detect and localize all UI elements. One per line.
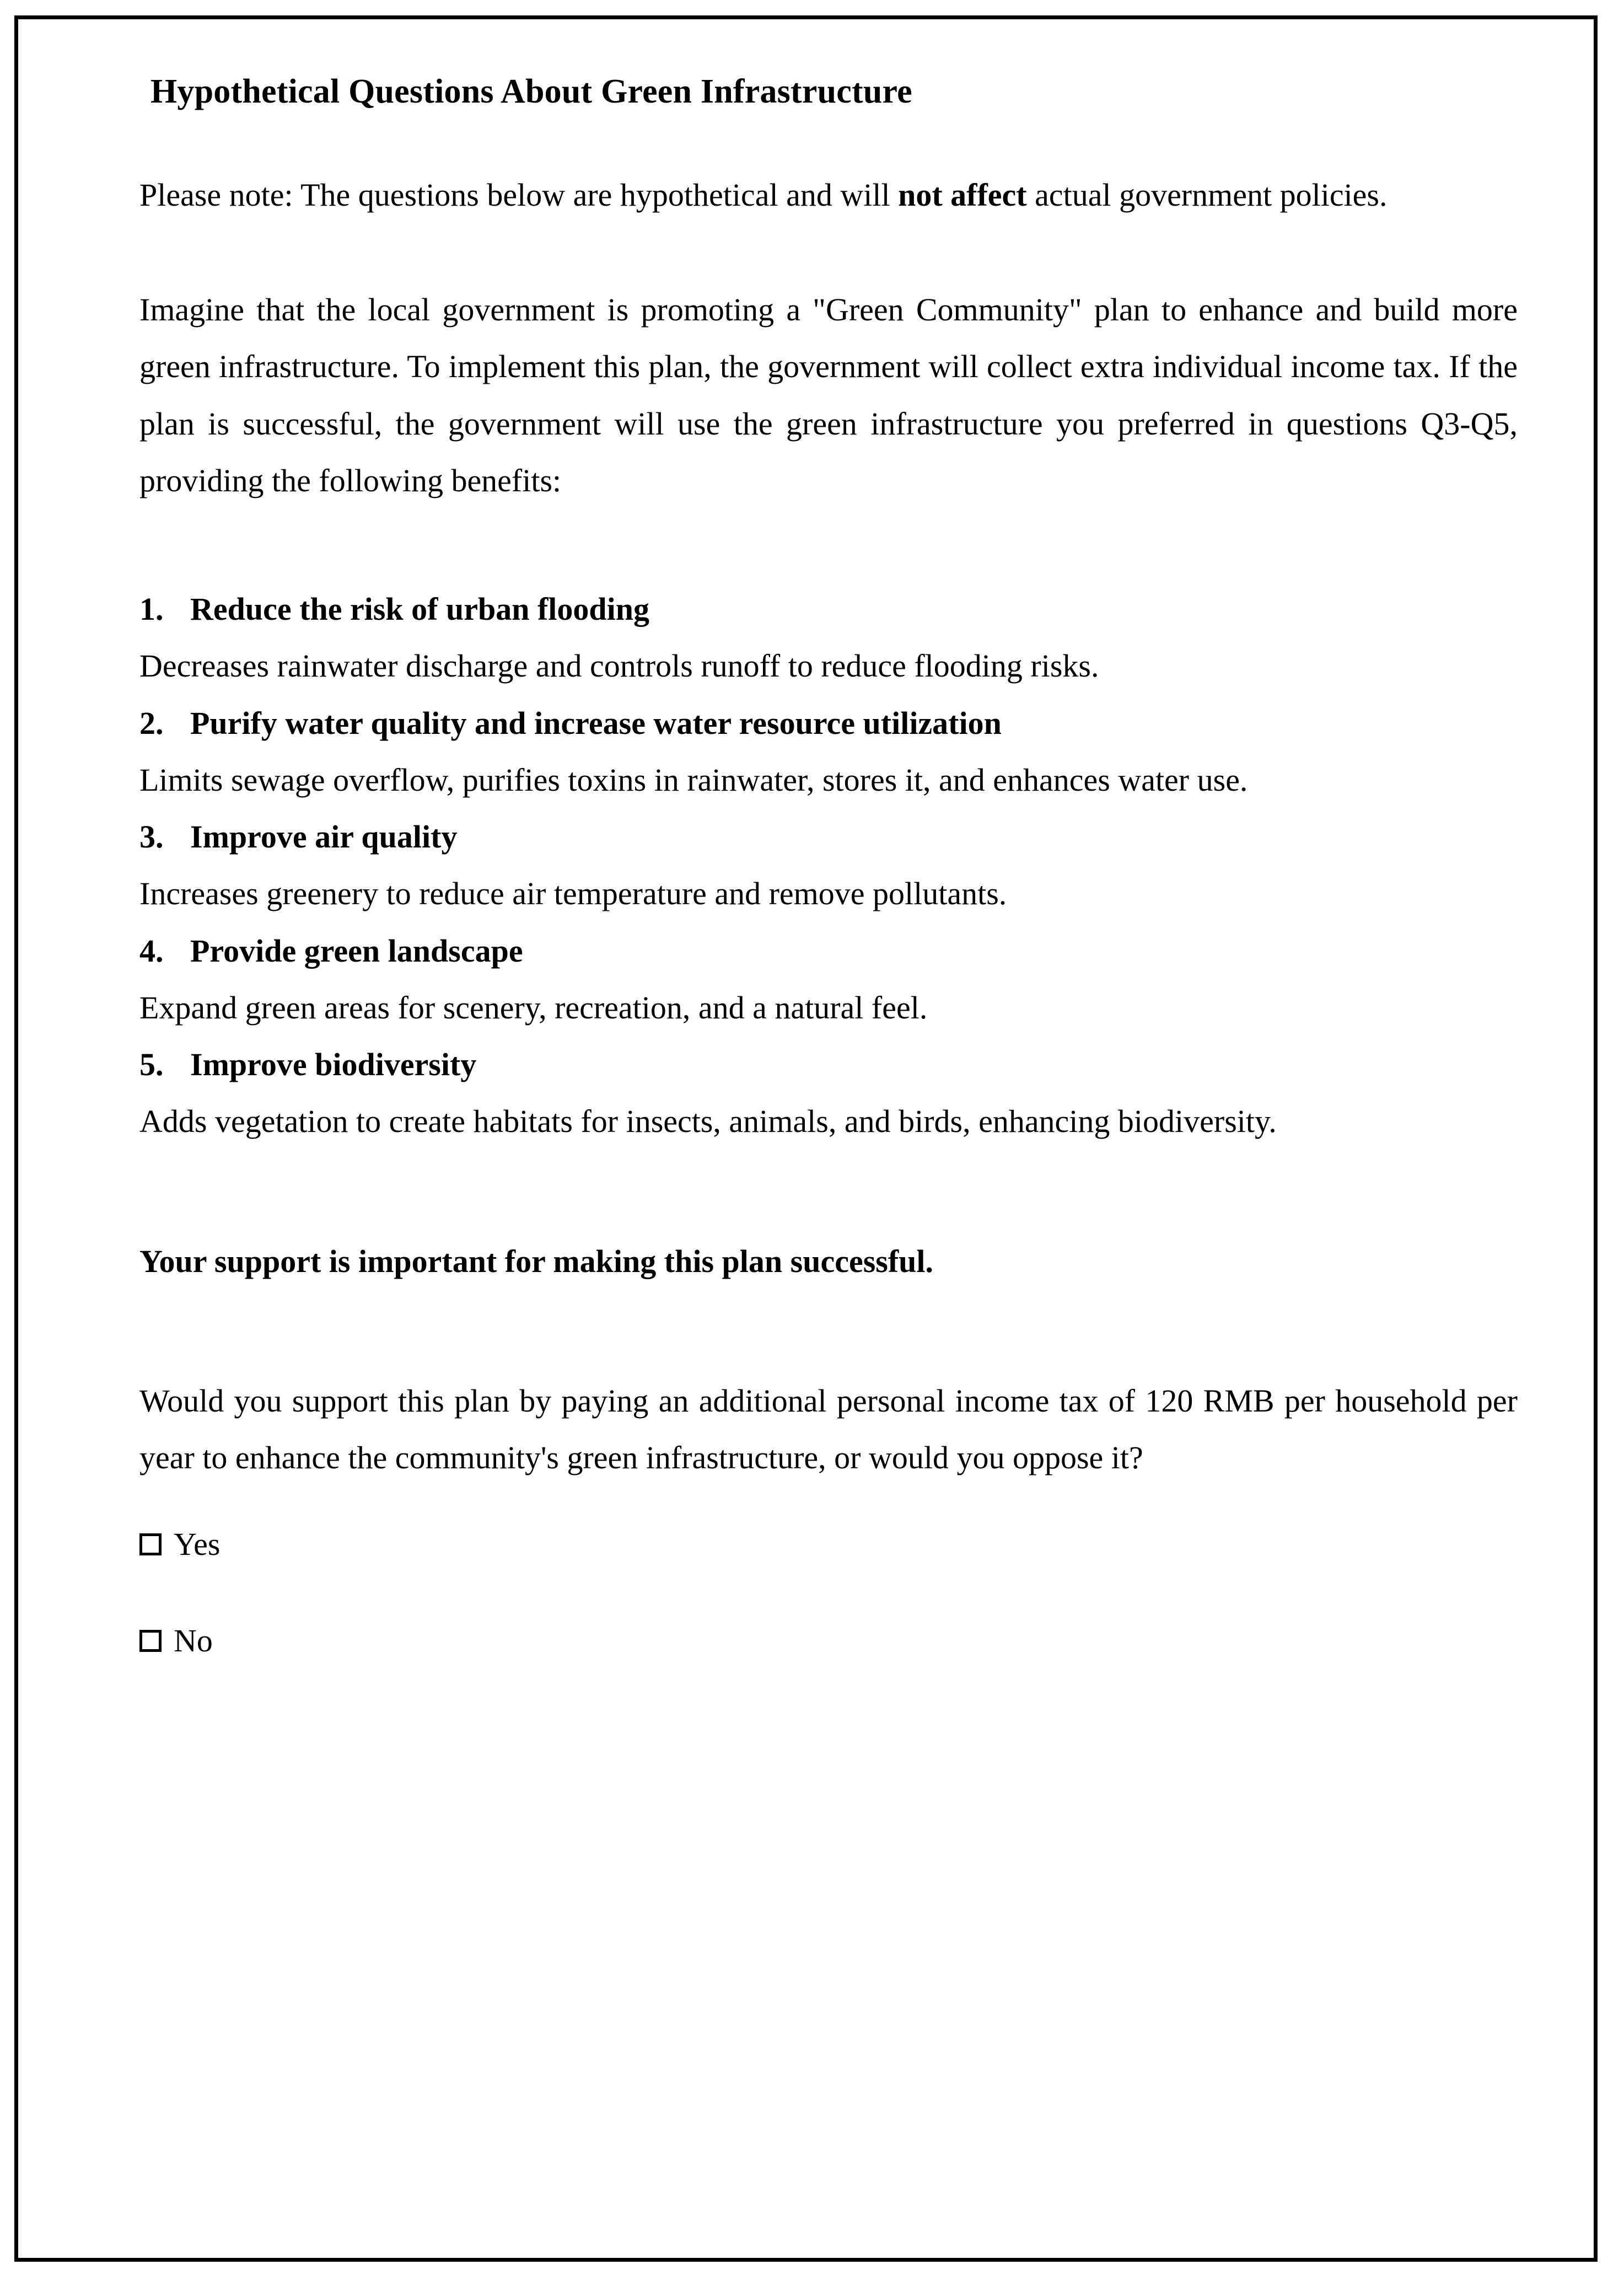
answer-option-label: No <box>174 1623 213 1659</box>
answer-option-no[interactable] <box>139 1617 1518 1665</box>
document-page <box>14 15 1598 2262</box>
note-suffix: actual government policies. <box>1026 177 1388 213</box>
benefit-description: Expand green areas for scenery, recreation, and a natural feel. <box>139 989 928 1026</box>
benefit-item <box>139 695 1518 808</box>
answer-option-yes[interactable] <box>139 1520 1518 1568</box>
spacer-after-scenario <box>139 509 1518 581</box>
benefit-heading: Purify water quality and increase water resource utilization <box>190 705 1002 741</box>
benefit-description: Decreases rainwater discharge and controls runoff to reduce flooding risks. <box>139 648 1099 684</box>
checkbox-icon[interactable] <box>139 1533 162 1555</box>
answer-option-label: Yes <box>174 1526 221 1563</box>
document-content <box>139 74 1518 1713</box>
benefit-heading-row <box>139 808 1518 865</box>
note-emphasis: not affect <box>898 177 1027 213</box>
support-statement: Your support is important for making this plan successful. <box>139 1243 934 1279</box>
benefit-heading: Provide green landscape <box>190 932 523 969</box>
benefit-heading: Reduce the risk of urban flooding <box>190 591 650 627</box>
spacer-after-support <box>139 1290 1518 1372</box>
benefit-number: 3. <box>139 819 164 855</box>
spacer-before-options <box>139 1486 1518 1520</box>
benefit-description: Increases greenery to reduce air temperature and remove pollutants. <box>139 876 1007 912</box>
page-title: Hypothetical Questions About Green Infrastructure <box>150 73 912 110</box>
spacer-after-benefits <box>139 1150 1518 1233</box>
hypothetical-note <box>139 167 1518 223</box>
benefit-item <box>139 808 1518 922</box>
support-question: Would you support this plan by paying an additional personal income tax of 120 RMB per household per year to enhance the community's green infrastructure, or would you oppose it? <box>139 1382 1518 1475</box>
benefit-number: 2. <box>139 705 164 741</box>
answer-options <box>139 1520 1518 1665</box>
benefit-number: 1. <box>139 591 164 627</box>
benefit-item <box>139 1036 1518 1150</box>
benefit-item <box>139 581 1518 694</box>
benefit-heading-row <box>139 1036 1518 1093</box>
spacer-after-note <box>139 223 1518 281</box>
benefit-number: 4. <box>139 932 164 969</box>
benefit-number: 5. <box>139 1047 164 1083</box>
benefit-heading: Improve air quality <box>190 819 458 855</box>
benefit-description: Limits sewage overflow, purifies toxins in rainwater, stores it, and enhances water use. <box>139 761 1248 798</box>
scenario-paragraph: Imagine that the local government is promoting a "Green Community" plan to enhance and build more green infrastructure. To implement this plan, the government will collect extra individual income tax. If the plan is successful, the government will use the green infrastructure you preferred in questions Q3-Q5, providing the following benefits: <box>139 292 1518 498</box>
note-prefix: Please note: The questions below are hypothetical and will <box>139 177 899 213</box>
benefit-heading: Improve biodiversity <box>190 1047 477 1083</box>
checkbox-icon[interactable] <box>139 1630 162 1652</box>
benefit-heading-row <box>139 922 1518 979</box>
benefit-heading-row <box>139 695 1518 752</box>
benefit-description: Adds vegetation to create habitats for insects, animals, and birds, enhancing biodiversity. <box>139 1103 1277 1140</box>
benefit-item <box>139 922 1518 1036</box>
spacer-after-title <box>139 109 1518 167</box>
benefit-heading-row <box>139 581 1518 637</box>
benefits-list <box>139 581 1518 1150</box>
